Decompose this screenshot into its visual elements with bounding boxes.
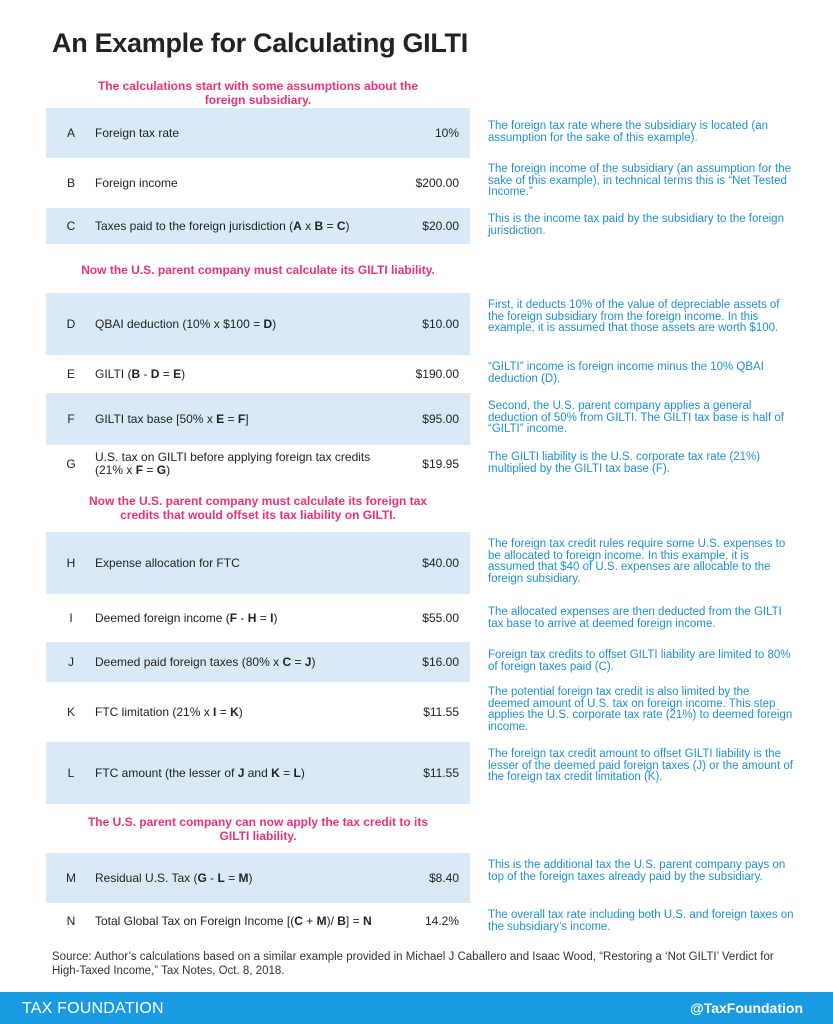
row-letter: D [66, 317, 76, 331]
section-header [46, 815, 470, 843]
source-note: Source: Author’s calculations based on a similar example provided in Michael J Caballero and Isaac Wood, “Restoring a ‘Not GILTI’ Verdict for High-Taxed Income,” Tax Notes, Oct. 8, 2018. [52, 951, 774, 977]
label-part: Deemed paid foreign taxes (80% x [95, 654, 283, 669]
row-value: $11.55 [423, 766, 459, 780]
label-part: U.S. tax on GILTI before applying foreign tax credits (21% x [95, 450, 371, 477]
label-part: D [150, 366, 160, 381]
label-part: = [291, 654, 305, 669]
row-label [95, 158, 400, 208]
section-header-line: Now the U.S. parent company must calculate its foreign tax [88, 494, 428, 508]
row-explanation: Foreign tax credits to offset GILTI liability are limited to 80% of foreign taxes paid (C). [488, 649, 791, 673]
label-part: M [316, 913, 327, 928]
row-letter: F [67, 412, 75, 426]
section-header-line: GILTI liability. [219, 829, 297, 843]
row-label [95, 445, 400, 483]
section-header-line: The calculations start with some assumptions about the [97, 79, 419, 93]
label-part: x [301, 218, 315, 233]
label-part: C [282, 654, 292, 669]
row-explanation: The foreign tax credit rules require some U.S. expenses to be allocated to foreign income. In this example, it is assumed that $40 of U.S. expenses are allocable to the foreign subsidiary. [488, 538, 786, 585]
label-part: C [336, 218, 346, 233]
row-label-text [95, 127, 179, 140]
label-part: Foreign income [95, 175, 178, 190]
table-row [46, 158, 470, 208]
row-value: $40.00 [422, 556, 459, 570]
row-label [95, 393, 400, 445]
label-part: QBAI deduction (10% x $100 = [95, 316, 264, 331]
label-part: J [304, 654, 312, 669]
row-value: $20.00 [422, 219, 459, 233]
row-letter: J [68, 655, 74, 669]
label-part: Expense allocation for FTC [95, 555, 240, 570]
row-letter: E [66, 367, 75, 381]
label-part: Taxes paid to the foreign jurisdiction ( [95, 218, 294, 233]
row-label-text [95, 706, 243, 719]
row-letter: B [66, 176, 75, 190]
row-explanation: The overall tax rate including both U.S. and foreign taxes on the subsidiary’s income. [488, 909, 794, 933]
row-explanation: Second, the U.S. parent company applies a general deduction of 50% from GILTI. The GILTI tax base is half of “GILTI” income. [488, 400, 784, 436]
label-part: and [244, 765, 272, 780]
table-row [46, 682, 470, 742]
row-label [95, 532, 400, 594]
row-label [95, 903, 400, 939]
label-part: - [206, 870, 218, 885]
label-part: B [314, 218, 324, 233]
row-letter: H [66, 556, 76, 570]
section-header-line: foreign subsidiary. [204, 93, 312, 107]
row-label-text [95, 368, 185, 381]
label-part: = [256, 610, 271, 625]
label-part: ] = [345, 913, 363, 928]
row-label-text [95, 220, 349, 233]
label-part: F [229, 610, 238, 625]
label-part: C [294, 913, 303, 928]
row-label [95, 682, 400, 742]
row-label [95, 208, 400, 244]
row-label-text [95, 413, 249, 426]
row-label-text [95, 612, 277, 625]
row-letter: A [66, 126, 75, 140]
label-part: K [230, 704, 239, 719]
row-value: $11.55 [423, 705, 459, 719]
label-part: E [173, 366, 182, 381]
label-part: ) [238, 704, 243, 719]
row-label-text [95, 767, 305, 780]
label-part: K [271, 765, 280, 780]
label-part: M [238, 870, 249, 885]
label-part: I [270, 610, 274, 625]
row-label-text [95, 656, 315, 669]
row-label [95, 742, 400, 804]
label-part: ) [300, 765, 305, 780]
row-letter: M [66, 871, 76, 885]
table-row [46, 903, 470, 939]
label-part: FTC amount (the lesser of [95, 765, 238, 780]
row-value: 14.2% [424, 914, 459, 928]
footer-brand: TAX FOUNDATION [22, 1000, 164, 1017]
row-explanation: The GILTI liability is the U.S. corporate tax rate (21%) multiplied by the GILTI tax base (F). [488, 451, 761, 475]
table-row [46, 355, 470, 393]
row-explanation: This is the additional tax the U.S. parent company pays on top of the foreign taxes already paid by the subsidiary. [488, 859, 786, 883]
table-row [46, 532, 470, 594]
table-row [46, 853, 470, 903]
row-label [95, 293, 400, 355]
row-explanation: The foreign income of the subsidiary (an assumption for the sake of this example), in technical terms this is “Net Tested Income.” [488, 163, 791, 199]
row-label [95, 355, 400, 393]
row-letter: N [66, 914, 76, 928]
label-part: B [337, 913, 346, 928]
table-row [46, 108, 470, 158]
row-explanation: The potential foreign tax credit is also limited by the deemed amount of U.S. tax on foreign income. This step applies the U.S. corporate tax rate (21%) to deemed foreign income. [488, 686, 793, 733]
label-part: Foreign tax rate [95, 125, 180, 140]
row-value: $8.40 [428, 871, 459, 885]
label-part: L [217, 870, 225, 885]
label-part: G [197, 870, 207, 885]
label-part: FTC limitation (21% x [95, 704, 214, 719]
label-part: L [293, 765, 301, 780]
table-row [46, 293, 470, 355]
section-header-line: The U.S. parent company can now apply the tax credit to its [87, 815, 429, 829]
row-value: $200.00 [415, 176, 459, 190]
row-explanation: This is the income tax paid by the subsidiary to the foreign jurisdiction. [488, 213, 784, 237]
footer-handle[interactable]: @TaxFoundation [690, 1000, 803, 1016]
label-part: F [135, 463, 144, 477]
row-value: $16.00 [422, 655, 459, 669]
row-explanation: The allocated expenses are then deducted from the GILTI tax base to arrive at deemed foreign income. [488, 606, 782, 630]
label-part: + [302, 913, 317, 928]
row-letter: L [67, 766, 75, 780]
row-label [95, 108, 400, 158]
table-row [46, 393, 470, 445]
row-label-text [95, 177, 178, 190]
label-part: ) [166, 463, 171, 477]
label-part: = [323, 218, 337, 233]
label-part: ) [311, 654, 316, 669]
section-header [46, 79, 470, 107]
row-label-text [95, 872, 253, 885]
row-value: 10% [434, 126, 459, 140]
label-part: Residual U.S. Tax ( [95, 870, 198, 885]
table-row [46, 445, 470, 483]
section-header-line: credits that would offset its tax liability on GILTI. [120, 508, 396, 522]
row-label [95, 594, 400, 642]
label-part: A [293, 218, 302, 233]
table-row [46, 594, 470, 642]
row-letter: G [66, 457, 76, 471]
footer-bar [0, 992, 833, 1024]
label-part: = [143, 463, 157, 477]
table-row [46, 642, 470, 682]
label-part: ) [272, 316, 277, 331]
label-part: = [279, 765, 294, 780]
label-part: GILTI tax base [50% x [95, 411, 217, 426]
label-part: N [362, 913, 372, 928]
label-part: E [216, 411, 225, 426]
row-label [95, 853, 400, 903]
label-part: - [140, 366, 151, 381]
section-header [46, 263, 470, 277]
row-letter: C [66, 219, 76, 233]
label-part: I [213, 704, 217, 719]
row-letter: I [69, 611, 73, 625]
row-label-text [95, 915, 372, 928]
row-value: $55.00 [422, 611, 459, 625]
row-value: $95.00 [422, 412, 459, 426]
label-part: = [224, 411, 238, 426]
row-explanation: First, it deducts 10% of the value of depreciable assets of the foreign subsidiary from the foreign income. In this example, it is assumed that those assets are worth $100. [488, 299, 780, 335]
label-part: ) [248, 870, 253, 885]
table-row [46, 742, 470, 804]
section-header [46, 494, 470, 522]
label-part: B [131, 366, 141, 381]
label-part: F [237, 411, 246, 426]
row-explanation: “GILTI” income is foreign income minus the 10% QBAI deduction (D). [488, 361, 764, 385]
label-part: = [224, 870, 239, 885]
table-row [46, 208, 470, 244]
page-title: An Example for Calculating GILTI [52, 28, 468, 58]
label-part: )/ [326, 913, 338, 928]
row-letter: K [66, 705, 75, 719]
label-part: ] [245, 411, 249, 426]
label-part: H [247, 610, 257, 625]
label-part: = [216, 704, 231, 719]
section-header-line: Now the U.S. parent company must calculate its GILTI liability. [81, 263, 435, 277]
row-value: $10.00 [422, 317, 459, 331]
row-explanation: The foreign tax credit amount to offset GILTI liability is the lesser of the deemed paid foreign taxes (J) or the amount of the foreign tax credit limitation (K). [488, 748, 793, 784]
label-part: G [156, 463, 167, 477]
row-label-text [95, 318, 276, 331]
row-value: $19.95 [422, 457, 459, 471]
label-part: Total Global Tax on Foreign Income [( [95, 913, 295, 928]
label-part: ) [345, 218, 350, 233]
row-label-text [95, 451, 400, 477]
label-part: = [159, 366, 174, 381]
label-part: J [237, 765, 245, 780]
row-value: $190.00 [415, 367, 459, 381]
label-part: ) [181, 366, 186, 381]
row-explanation: The foreign tax rate where the subsidiary is located (an assumption for the sake of this example). [488, 120, 768, 144]
row-label [95, 642, 400, 682]
label-part: - [237, 610, 248, 625]
label-part: GILTI ( [95, 366, 132, 381]
label-part: Deemed foreign income ( [95, 610, 230, 625]
label-part: D [263, 316, 273, 331]
label-part: ) [273, 610, 278, 625]
row-label-text [95, 557, 240, 570]
